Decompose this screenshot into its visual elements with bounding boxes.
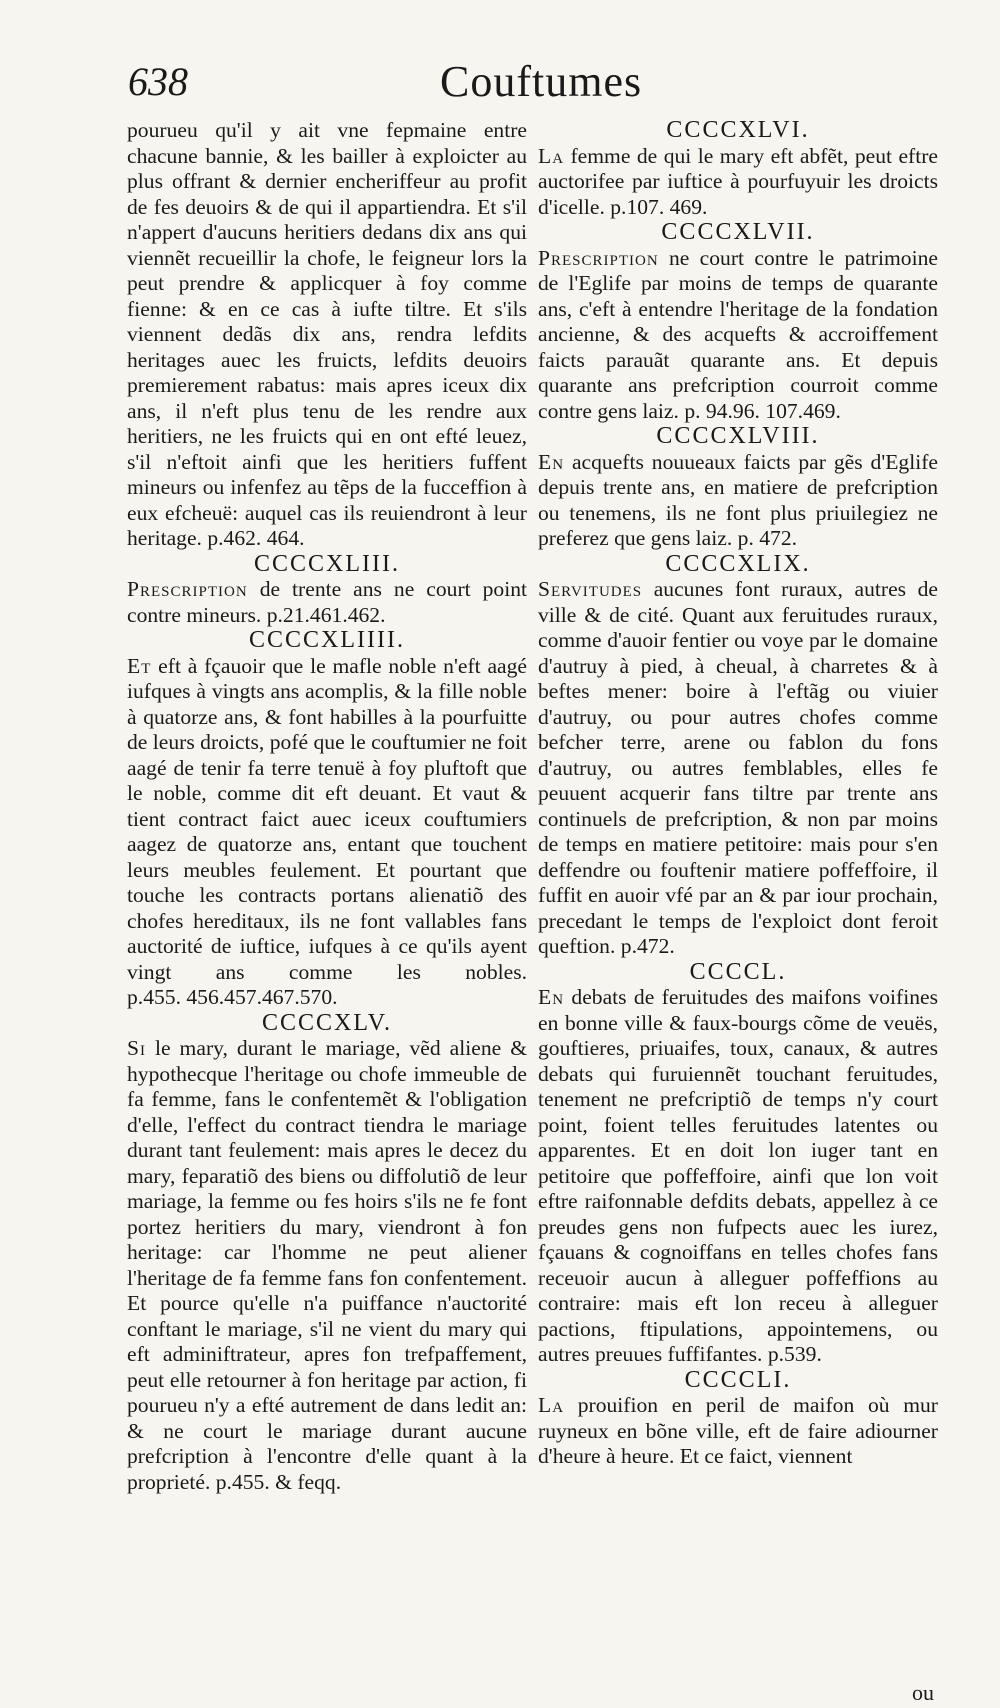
article-number: CCCCLI. [684,1366,792,1393]
paragraph [538,144,938,221]
paragraph [538,985,938,1368]
page-reference: p.462. 464. [207,526,305,550]
paragraph [127,118,527,552]
article-number: CCCCXLVI. [666,117,810,143]
article-number: CCCCXLIII. [254,550,400,577]
paragraph-text: prouifion en peril de maifon où mur ruyneux en bõne ville, eft de faire adiourner d'heure à heure. Et ce faict, viennent [538,1393,938,1468]
article-number: CCCCXLVIII. [656,423,820,449]
page-reference: p.455. & feqq. [215,1469,342,1494]
paragraph [538,450,938,552]
page-reference: p.21.461.462. [266,602,386,627]
page-reference: p. 472. [737,526,798,550]
page-reference: p. 94.96. 107.469. [684,398,841,423]
article-number: CCCCXLIX. [665,550,811,577]
paragraph-text: acquefts nouueaux faicts par gẽs d'Eglife depuis trente ans, en matiere de prefcription ou tenemens, ils ne font plus priuilegiez ne preferez que gens laiz. [538,449,938,550]
page-reference: p.539. [767,1342,822,1366]
article-number: CCCCXLIIII. [249,627,405,653]
paragraph-text: le mary, durant le mariage, vẽd aliene & hypothecque l'heritage ou chofe immeuble de fa femme, fans le confentemẽt & l'obligation d'elle, l'effect du contract tiendra le mariage durant tant feulement: mais apres le decez du mary, feparatiõ des biens ou diffolutiõ de leur mariage, la femme ou fes hoirs s'ils ne fe font portez heritiers du mary, viendront à fon heritage: car l'homme ne peut aliener l'heritage de fa femme fans fon confentement. Et pource qu'elle n'a puiffance n'auctorité conftant le mariage, s'il ne vient du mary qui eft adminiftrateur, apres fon trefpaffement, peut elle retourner à fon heritage par action, fi pourueu n'y a efté autrement de dans ledit an: & ne court le mariage durant aucune prefcription à l'encontre d'elle quant à la proprieté. [127,1036,527,1494]
lead-word: Prescription [538,245,659,270]
paragraph-text: eft à fçauoir que le mafle noble n'eft aagé iufques à vingts ans acomplis, & la fille noble à quatorze ans, & font habilles à la pourfuitte de leurs droicts, pofé que le couftumier ne foit aagé de tenir fa terre tenuë à foy pluftoft que le noble, comme dit eft deuant. Et vaut & tient contract faict auec iceux couftumiers aagez de quatorze ans, entant que touchent leurs meubles feulement. Et pourtant que touche les contracts portans alienatiõ des chofes hereditaux, ils ne font vallables fans auctorité de iuftice, iufques à ce qu'ils ayent vingt ans comme les nobles. [127,653,528,984]
paragraph [127,1036,527,1495]
page-reference: p.472. [620,934,675,958]
paragraph-text: de trente ans ne court point contre mineurs. [127,577,528,627]
lead-word: Si [127,1036,147,1060]
lead-word: En [538,985,565,1009]
paragraph-text: aucunes font ruraux, autres de ville & de cité. Quant aux feruitudes ruraux, comme d'auoir fentier ou voye par le domaine d'autruy à pied, à cheual, à charretes & à beftes mener: boire à l'eftãg ou viuier d'autruy, ou pour autres chofes comme befcher terre, arene ou fablon du fons d'autruy, ou autres femblables, elles fe peuuent acquerir fans tiltre par trente ans continuels de prefcription, & non par moins de temps en matiere petitoire: mais pour s'en deffendre ou fouftenir matiere poffeffoire, il fuffit en auoir vfé par an & par iour prochain, precedant le temps de l'exploict dont feroit queftion. [538,577,939,958]
lead-word: La [538,143,565,168]
page-reference: p.107. 469. [610,194,708,219]
paragraph [127,577,527,628]
page-reference: p.455. 456.457.467.570. [127,985,338,1009]
paragraph-text: ne court contre le patrimoine de l'Eglife par moins de temps de quarante ans, c'eft à entendre l'heritage de la fondation ancienne, & des acquefts & accroiffement faicts parauãt quarante ans. Et depuis quarante ans prefcription courroit comme contre gens laiz. [538,245,938,423]
paragraph [538,577,938,960]
article-number: CCCCXLV. [261,1009,393,1036]
paragraph-text: debats de feruitudes des maifons voifines en bonne ville & faux-bourgs cõme de veuës, gouftieres, priuaifes, toux, canaux, & autres debats qui furuiennẽt touchant feruitudes, tenement ne prefcriptiõ de temps n'y court point, foient telles feruitudes latentes ou apparentes. Et en doit lon iuger tant en petitoire que poffeffoire, ainfi que lon voit eftre raifonnable defdits debats, appellez à ce preudes gens non fufpects auec les iurez, fçauans & cognoiffans en telles chofes fans receuoir aucun à alleguer poffeffions au contraire: mais eft lon receu à alleguer pactions, ftipulations, appointemens, ou autres preuues fuffifantes. [538,985,938,1366]
lead-word: Et [127,653,152,678]
right-column [538,118,938,1470]
left-column [127,118,527,1495]
paragraph [127,654,527,1011]
article-number: CCCCL. [689,958,787,985]
lead-word: Prescription [127,577,248,601]
lead-word: En [538,449,565,474]
running-head: Couftumes [440,57,643,106]
paragraph-text: pourueu qu'il y ait vne fepmaine entre chacune bannie, & les bailler à exploicter au plus offrant & dernier encheriffeur au profit de fes deuoirs & de qui il appartiendra. Et s'il n'appert d'aucuns heritiers dedans dix ans qui viennẽt recueillir la chofe, le feigneur lors la peut prendre & applicquer à foy comme fienne: & en ce cas à iufte tiltre. Et s'ils viennent dedãs dix ans, rendra lefdits heritages auec les fruicts, lefdits deuoirs premierement rabatus: mais apres iceux dix ans, il n'eft plus tenu de les rendre aux heritiers, ne les fruicts qui en ont efté leuez, s'il n'eftoit ainfi que les heritiers fuffent mineurs ou infenfez au tẽps de la fucceffion à eux efcheuë: auquel cas ils reuiendront à leur heritage. [127,118,527,550]
article-number: CCCCXLVII. [661,219,815,245]
lead-word: La [538,1393,565,1417]
catchword: ou [912,1680,934,1705]
paragraph [538,1393,938,1470]
paragraph [538,246,938,425]
paragraph-text: femme de qui le mary eft abfẽt, peut eftre auctorifee par iuftice à pourfuyuir les droicts d'icelle. [538,143,938,219]
lead-word: Servitudes [538,577,643,601]
page-number: 638 [128,59,188,104]
